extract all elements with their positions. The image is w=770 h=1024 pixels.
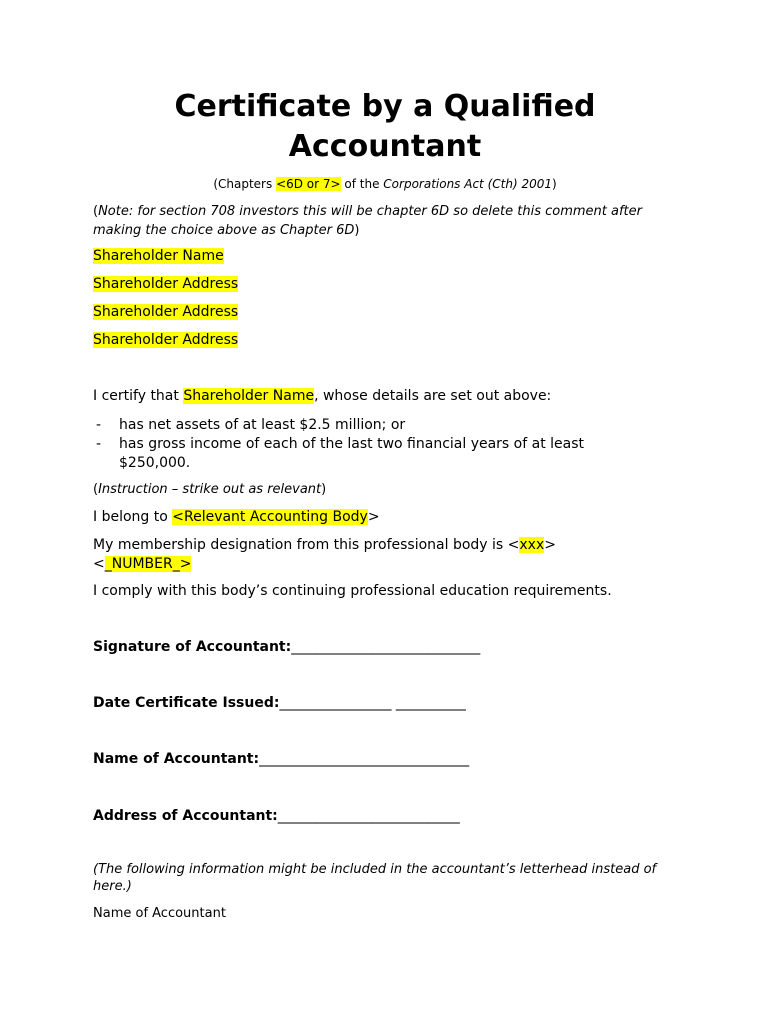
certify-statement (93, 387, 551, 406)
footer-accountant-name: Name of Accountant (93, 906, 226, 921)
accountant-name-label: Name of Accountant: (93, 751, 260, 767)
certify-prefix: I certify that (93, 388, 184, 404)
accountant-name-line: ______________________________ (259, 751, 470, 767)
document-title (0, 87, 770, 167)
subtitle-prefix: (Chapters (213, 177, 277, 191)
comply-statement: I comply with this body’s continuing professional education requirements. (93, 583, 612, 599)
title-line-1: Certificate by a Qualified (174, 89, 596, 124)
membership-xxx-placeholder: xxx (519, 537, 545, 553)
membership-prefix: My membership designation from this professional body is < (93, 537, 520, 553)
instruction-note (93, 481, 326, 499)
date-issued-field (93, 694, 466, 712)
shareholder-address-field-3 (93, 331, 238, 349)
list-dash: - (96, 417, 102, 433)
subtitle (0, 176, 770, 192)
belong-statement (93, 508, 380, 527)
accountant-name-field (93, 750, 469, 768)
shareholder-address-placeholder: Shareholder Address (93, 332, 239, 348)
act-name: Corporations Act (Cth) 2001 (383, 177, 552, 191)
accounting-body-placeholder: <Relevant Accounting Body (172, 509, 368, 525)
signature-label: Signature of Accountant: (93, 639, 292, 655)
list-item (93, 435, 653, 473)
list-dash: - (96, 436, 102, 452)
accountant-address-line: __________________________ (277, 808, 460, 824)
shareholder-name-placeholder: Shareholder Name (93, 248, 224, 264)
title-line-2: Accountant (288, 129, 482, 164)
letterhead-note: (The following information might be included in the accountant’s letterhead instead of here.) (93, 862, 657, 894)
shareholder-address-placeholder: Shareholder Address (93, 304, 239, 320)
membership-number-placeholder: _NUMBER_> (104, 556, 192, 572)
date-issued-line: ________________ __________ (279, 695, 466, 711)
belong-suffix: > (367, 509, 380, 525)
membership-gt: > (544, 537, 556, 553)
condition-text: has net assets of at least $2.5 million; or (119, 417, 406, 433)
shareholder-name-field (93, 247, 224, 265)
note-open: ( (93, 204, 99, 219)
belong-prefix: I belong to (93, 509, 173, 525)
chapters-placeholder: <6D or 7> (276, 177, 341, 191)
shareholder-address-placeholder: Shareholder Address (93, 276, 239, 292)
conditions-list (93, 416, 653, 473)
instruction-open: ( (93, 482, 99, 497)
signature-line: ___________________________ (291, 639, 481, 655)
date-issued-label: Date Certificate Issued: (93, 695, 280, 711)
accountant-address-field (93, 807, 460, 825)
shareholder-address-field-1 (93, 275, 238, 293)
subtitle-middle: of the (340, 177, 384, 191)
note-close: ) (354, 223, 360, 238)
shareholder-address-field-2 (93, 303, 238, 321)
accountant-address-label: Address of Accountant: (93, 808, 278, 824)
certify-suffix: , whose details are set out above: (314, 388, 552, 404)
subtitle-suffix: ) (551, 177, 557, 191)
membership-statement (93, 536, 693, 574)
condition-text: has gross income of each of the last two financial years of at least $250,000. (119, 436, 585, 471)
membership-lt: < (93, 556, 105, 572)
note-paragraph (93, 202, 673, 240)
note-text: Note: for section 708 investors this will be chapter 6D so delete this comment after making the choice above as Chapter 6D (93, 204, 642, 238)
instruction-close: ) (321, 482, 327, 497)
list-item (93, 416, 653, 435)
signature-field (93, 638, 480, 656)
instruction-text: Instruction – strike out as relevant (98, 482, 322, 497)
certify-shareholder-name: Shareholder Name (183, 388, 315, 404)
